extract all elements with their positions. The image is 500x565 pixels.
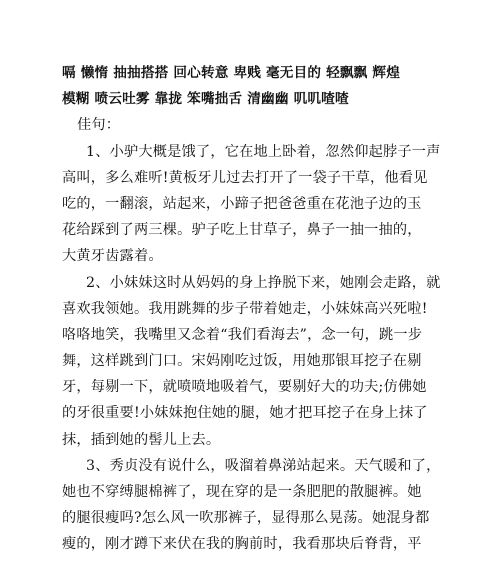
paragraph-line: 抹，插到她的髻儿上去。 [62,431,221,448]
paragraph-line: 1、小驴大概是饿了，它在地上卧着，忽然仰起脖子一声 [86,143,441,160]
paragraph-line: 她也不穿缚腿棉裤了，现在穿的是一条肥肥的散腿裤。她 [62,484,422,500]
vocab-line: 嗝 懒惰 抽抽搭搭 回心转意 卑贱 毫无目的 轻飘飘 辉煌 [62,65,400,81]
paragraph-line: 舞，这样跳到门口。宋妈刚吃过饭，用她那银耳挖子在剔 [62,353,422,370]
paragraph-line: 的腿很瘦吗?怎么风一吹那裤子，显得那么晃荡。她混身都 [62,510,430,527]
document-text [62,60,441,558]
paragraph-line: 吃的，一翻滚，站起来，小蹄子把爸爸重在花池子边的玉 [62,195,422,212]
vocab-line: 模糊 喷云吐雾 靠拢 笨嘴拙舌 清幽幽 叽叽喳喳 [62,91,349,108]
paragraph-line: 的牙很重要!小妹妹抱住她的腿，她才把耳挖子在身上抹了 [62,405,428,422]
paragraph-line: 3、秀贞没有说什么，吸溜着鼻涕站起来。天气暖和了， [86,457,441,474]
paragraph-line: 瘦的，刚才蹲下来伏在我的胸前时，我看那块后脊背，平 [62,536,422,553]
paragraph-line: 咯咯地笑，我嘴里又念着“我们看海去”，念一句，跳一步 [62,326,423,343]
paragraph-line: 花给踩到了两三棵。驴子吃上甘草子，鼻子一抽一抽的， [62,222,422,239]
section-heading: 佳句： [77,117,121,134]
paragraph-line: 牙，每剔一下，就喷喷地吸着气，要剔好大的功夫;仿佛她 [62,379,427,396]
paragraph-line: 2、小妹妹这时从妈妈的身上挣脱下来，她刚会走路，就 [86,274,441,291]
paragraph-line: 大黄牙齿露着。 [62,248,163,265]
paragraph-line: 高叫，多么难听!黄板牙儿过去打开了一袋子干草，他看见 [62,169,428,186]
paragraph-line: 喜欢我领她。我用跳舞的步子带着她走，小妹妹高兴死啦! [62,300,428,317]
